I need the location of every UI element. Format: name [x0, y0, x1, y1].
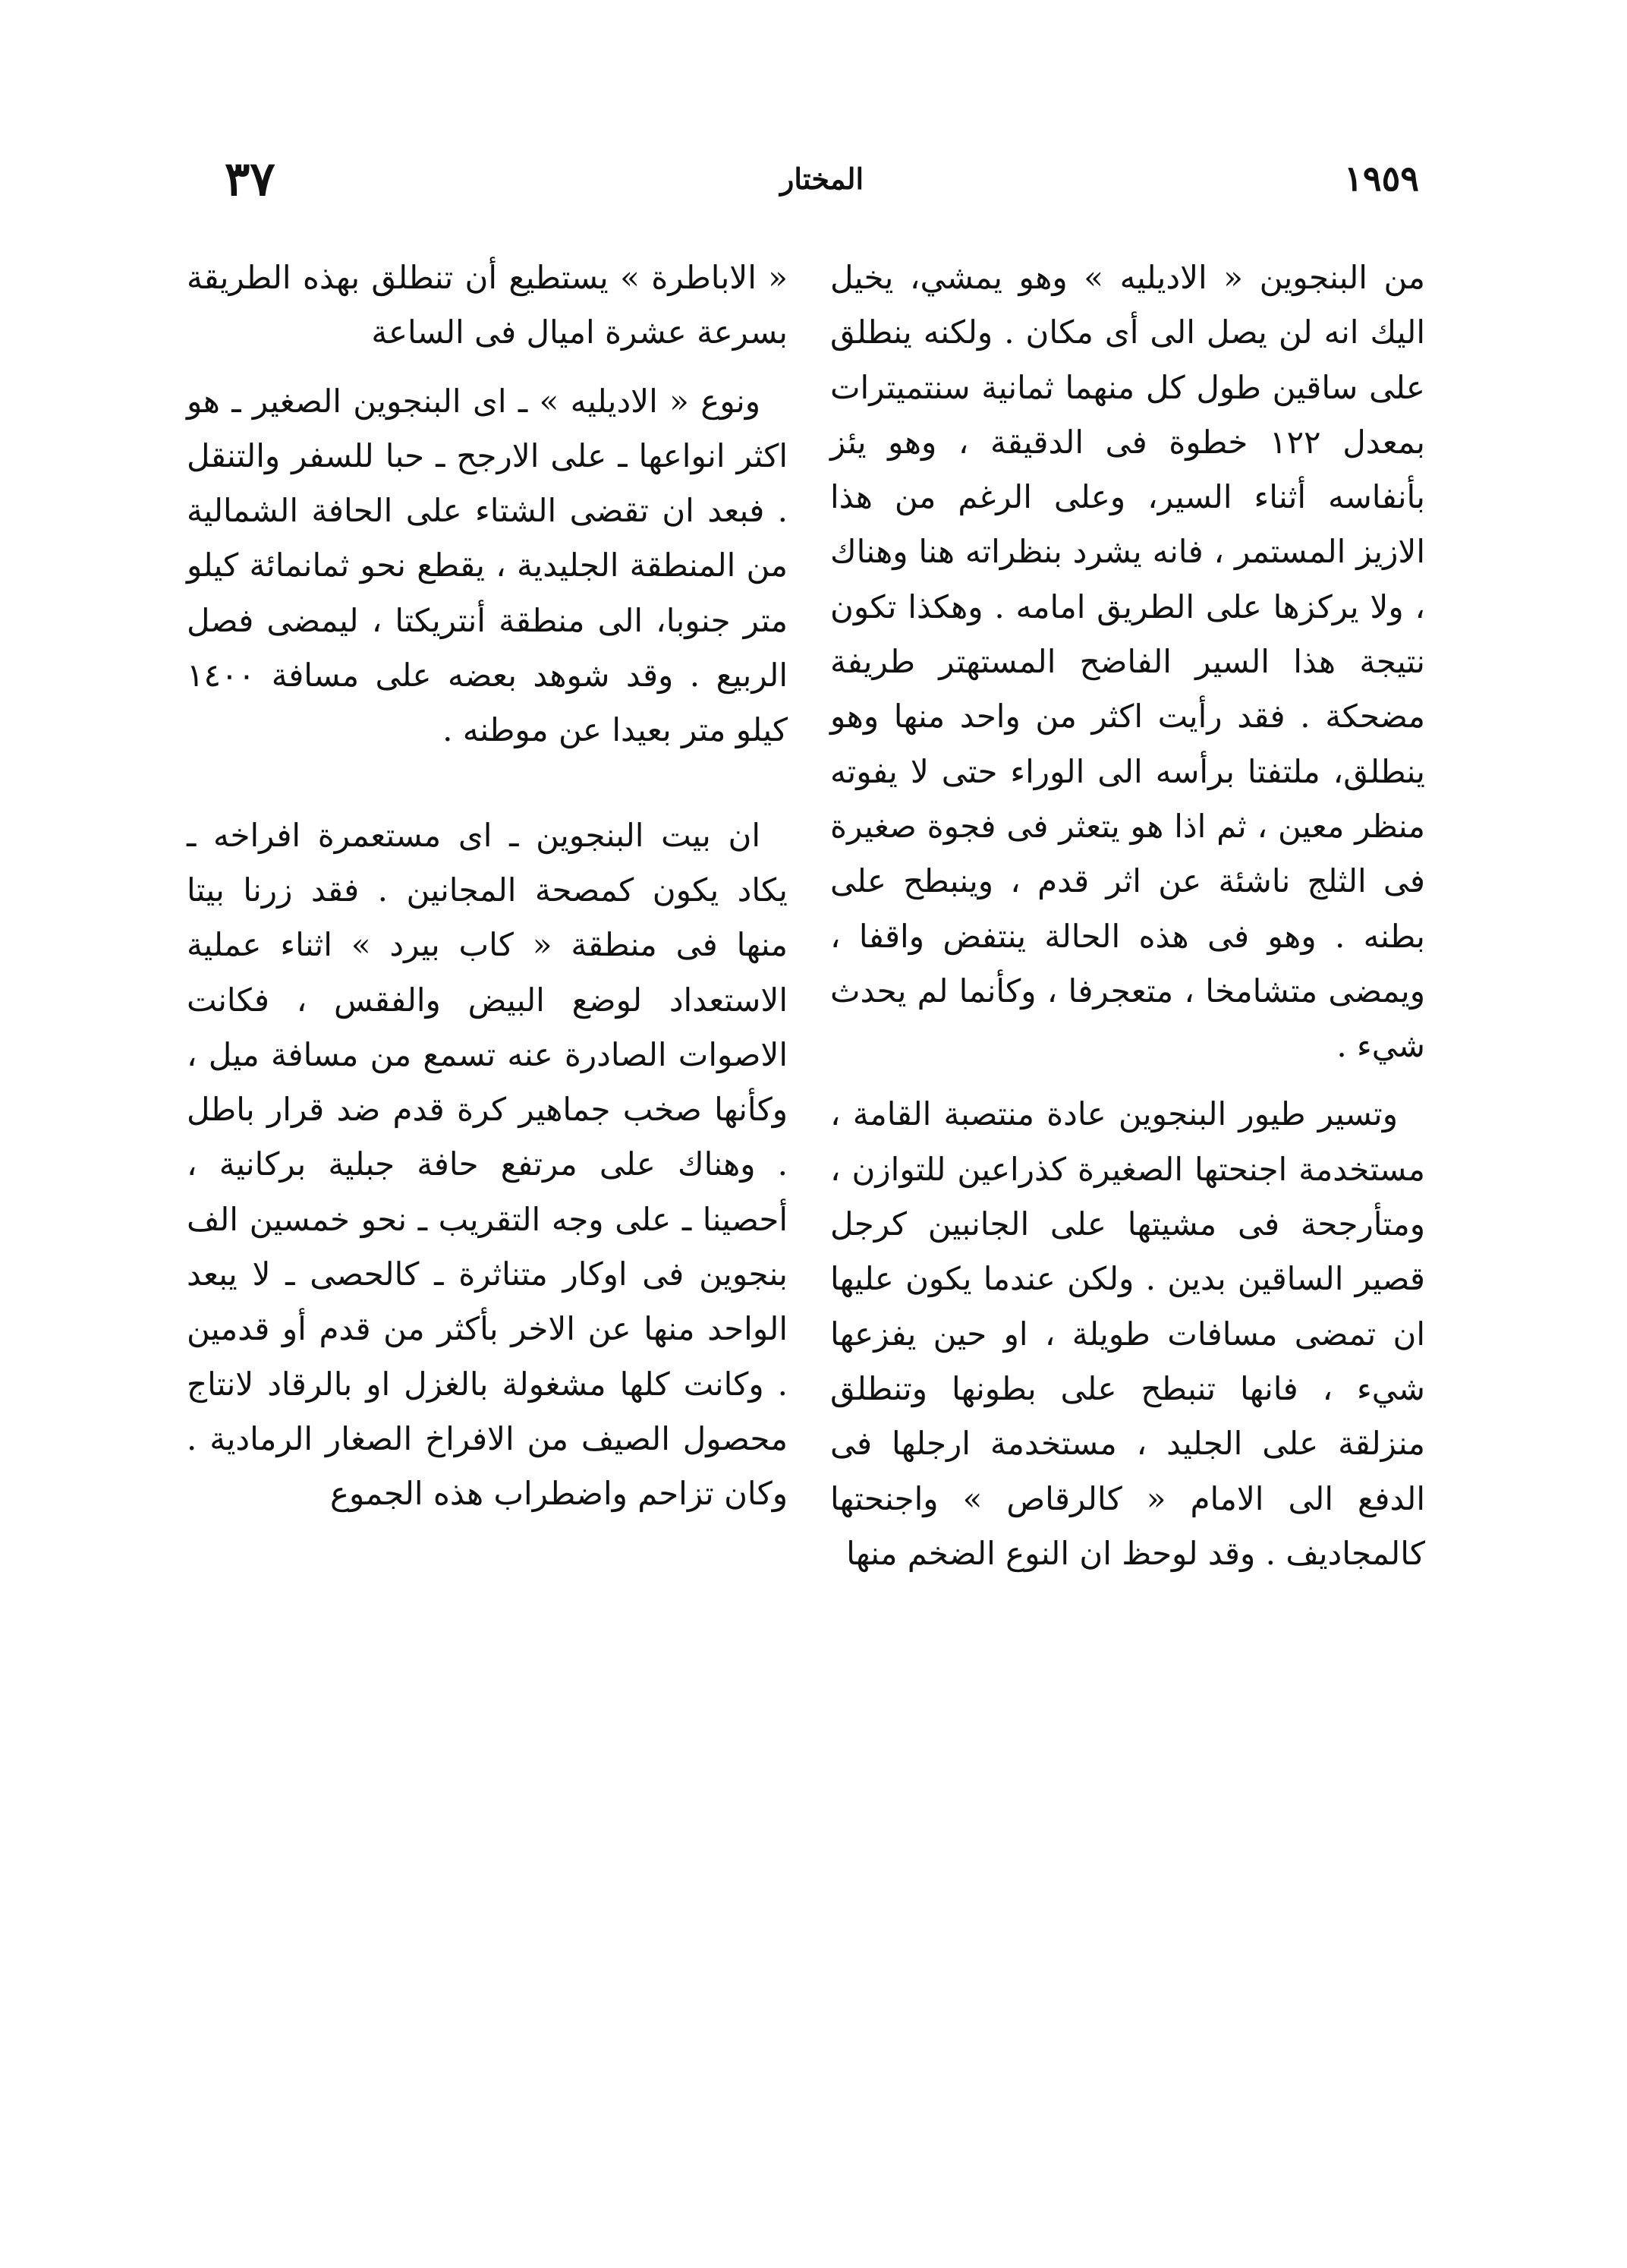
paragraph-walking: من البنجوين « الاديليه » وهو يمشي، يخيل اليك انه لن يصل الى أى مكان . ولكنه ينطلق على ساقين طول كل منهما ثمانية سنتميترات بمعدل ١٢٢ خطوة فى الدقيقة ، وهو يئز بأنفاسه أثناء السير، وعلى الرغم من هذا الازيز المستمر ، فانه يشرد بنظراته هنا وهناك ، ولا يركزها على الطريق امامه . وهكذا تكون نتيجة هذا السير الفاضح المستهتر طريفة مضحكة . فقد رأيت اكثر من واحد منها وهو ينطلق، ملتفتا برأسه الى الوراء حتى لا يفوته منظر معين ، ثم اذا هو يتعثر فى فجوة صغيرة فى الثلج ناشئة عن اثر قدم ، وينبطح على بطنه . وهو فى هذه الحالة ينتفض واقفا ، ويمضى متشامخا ، متعجرفا ، وكأنما لم يحدث شيء .: [830, 259, 1425, 1065]
right-column: [830, 250, 1425, 1581]
page-header: [225, 149, 1419, 209]
paragraph-gap: [187, 758, 788, 808]
paragraph-gap: [187, 361, 788, 374]
paragraph-emperors: « الاباطرة » يستطيع أن تنطلق بهذه الطريقة بسرعة عشرة اميال فى الساعة: [187, 259, 788, 351]
page-number: ٣٧: [225, 151, 275, 206]
paragraph-rookery: ان بيت البنجوين ـ اى مستعمرة افراخه ـ يكاد يكون كمصحة المجانين . فقد زرنا بيتا منها فى منطقة « كاب بيرد » اثناء عملية الاستعداد لوضع البيض والفقس ، فكانت الاصوات الصادرة عنه تسمع من مسافة ميل ، وكأنها صخب جماهير كرة قدم ضد قرار باطل . وهناك على مرتفع حافة جبلية بركانية ، أحصينا ـ على وجه التقريب ـ نحو خمسين الف بنجوين فى اوكار متناثرة ـ كالحصى ـ لا يبعد الواحد منها عن الاخر بأكثر من قدم أو قدمين . وكانت كلها مشغولة بالغزل او بالرقاد لانتاج محصول الصيف من الافراخ الصغار الرمادية . وكان تزاحم واضطراب هذه الجموع: [187, 816, 788, 1513]
left-column: [187, 250, 788, 1522]
magazine-title: المختار: [779, 162, 864, 196]
paragraph-adelie-migration: ونوع « الاديليه » ـ اى البنجوين الصغير ـ هو اكثر انواعها ـ على الارجح ـ حبا للسفر والتنقل . فبعد ان تقضى الشتاء على الحافة الشمالية من المنطقة الجليدية ، يقطع نحو ثمانمائة كيلو متر جنوبا، الى منطقة أنتريكتا ، ليمضى فصل الربيع . وقد شوهد بعضه على مسافة ١٤٠٠ كيلو متر بعيدا عن موطنه .: [187, 382, 788, 749]
paragraph-gap: [830, 1073, 1425, 1087]
paragraph-sliding: وتسير طيور البنجوين عادة منتصبة القامة ، مستخدمة اجنحتها الصغيرة كذراعين للتوازن ، ومتأرجحة فى مشيتها على الجانبين كرجل قصير الساقين بدين . ولكن عندما يكون عليها ان تمضى مسافات طويلة ، او حين يفزعها شيء ، فانها تنبطح على بطونها وتنطلق منزلقة على الجليد ، مستخدمة ارجلها فى الدفع الى الامام « كالرقاص » واجنحتها كالمجاديف . وقد لوحظ ان النوع الضخم منها: [830, 1095, 1425, 1572]
publication-year: ١٩٥٩: [1344, 158, 1419, 199]
